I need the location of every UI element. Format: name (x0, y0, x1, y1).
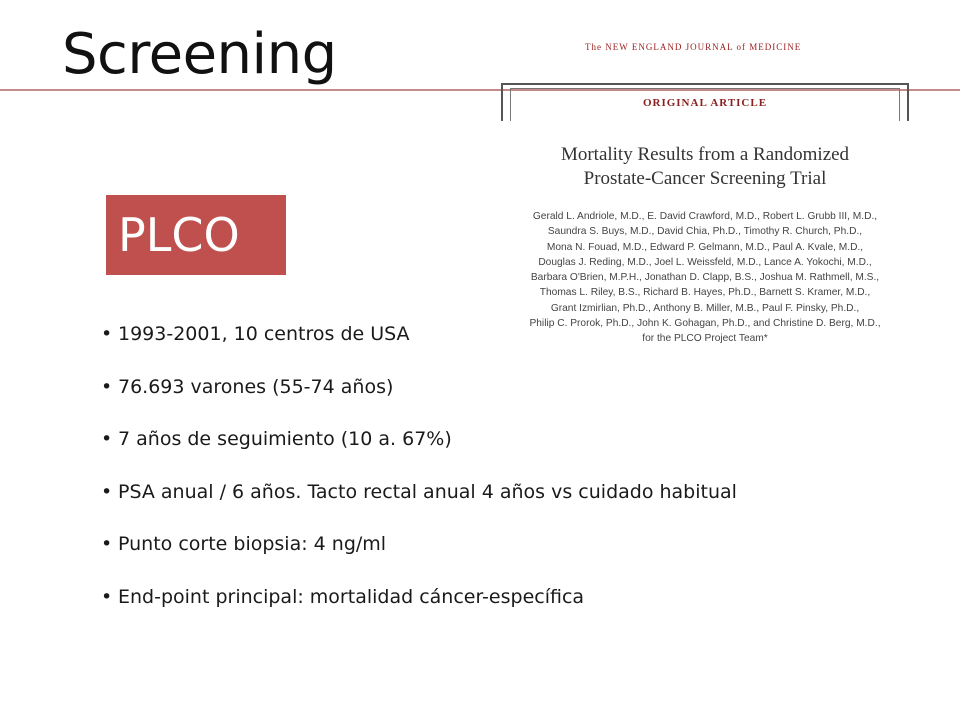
author-line: Grant Izmirlian, Ph.D., Anthony B. Miller, M.B., Paul F. Pinsky, Ph.D., (550, 302, 860, 314)
article-headline-line2: Prostate-Cancer Screening Trial (583, 168, 827, 189)
bullet-dot: • (101, 428, 113, 450)
bullet-text: 1993-2001, 10 centros de USA (118, 323, 410, 345)
plco-badge: PLCO (106, 195, 286, 275)
bullet-text: PSA anual / 6 años. Tacto rectal anual 4 años vs cuidado habitual (118, 480, 737, 503)
bullet-text: 76.693 varones (55-74 años) (118, 375, 394, 398)
author-line: Douglas J. Reding, M.D., Joel L. Weissfeld, M.D., Lance A. Yokochi, M.D., (538, 256, 872, 268)
bullet-dot: • (101, 585, 113, 608)
author-line: for the PLCO Project Team* (642, 333, 768, 345)
bullet-item (101, 533, 737, 555)
bullet-item (101, 428, 737, 450)
bullet-dot: • (101, 480, 113, 503)
bullet-item (101, 376, 737, 398)
bullet-item (101, 586, 737, 608)
bullet-item (101, 481, 737, 503)
bullet-list (101, 323, 737, 638)
bullet-text: Punto corte biopsia: 4 ng/ml (118, 533, 387, 555)
author-line: Barbara O'Brien, M.P.H., Jonathan D. Clapp, B.S., Joshua M. Rathmell, M.S., (530, 272, 880, 284)
article-headline-line1: Mortality Results from a Randomized (560, 144, 850, 165)
journal-name: The NEW ENGLAND JOURNAL of MEDICINE (585, 42, 802, 52)
author-line: Thomas L. Riley, B.S., Richard B. Hayes, Ph.D., Barnett S. Kramer, M.D., (539, 287, 871, 299)
bullet-dot: • (101, 533, 113, 555)
bullet-text: 7 años de seguimiento (10 a. 67%) (118, 428, 452, 450)
bullet-dot: • (101, 375, 113, 398)
author-line: Saundra S. Buys, M.D., David Chia, Ph.D., Timothy R. Church, Ph.D., (547, 226, 863, 238)
author-line: Gerald L. Andriole, M.D., E. David Crawford, M.D., Robert L. Grubb III, M.D., (532, 211, 878, 222)
author-line: Mona N. Fouad, M.D., Edward P. Gelmann, M.D., Paul A. Kvale, M.D., (546, 241, 864, 253)
article-frame-inner (510, 88, 900, 121)
bullet-dot: • (101, 323, 113, 345)
bullet-item (101, 323, 737, 345)
article-section-label: ORIGINAL ARTICLE (642, 97, 768, 109)
article-headline (500, 143, 910, 191)
bullet-text: End-point principal: mortalidad cáncer-específica (118, 585, 585, 608)
article-frame (501, 83, 909, 121)
slide-title: Screening (62, 22, 337, 87)
author-line: Philip C. Prorok, Ph.D., John K. Gohagan, Ph.D., and Christine D. Berg, M.D., (529, 318, 881, 330)
